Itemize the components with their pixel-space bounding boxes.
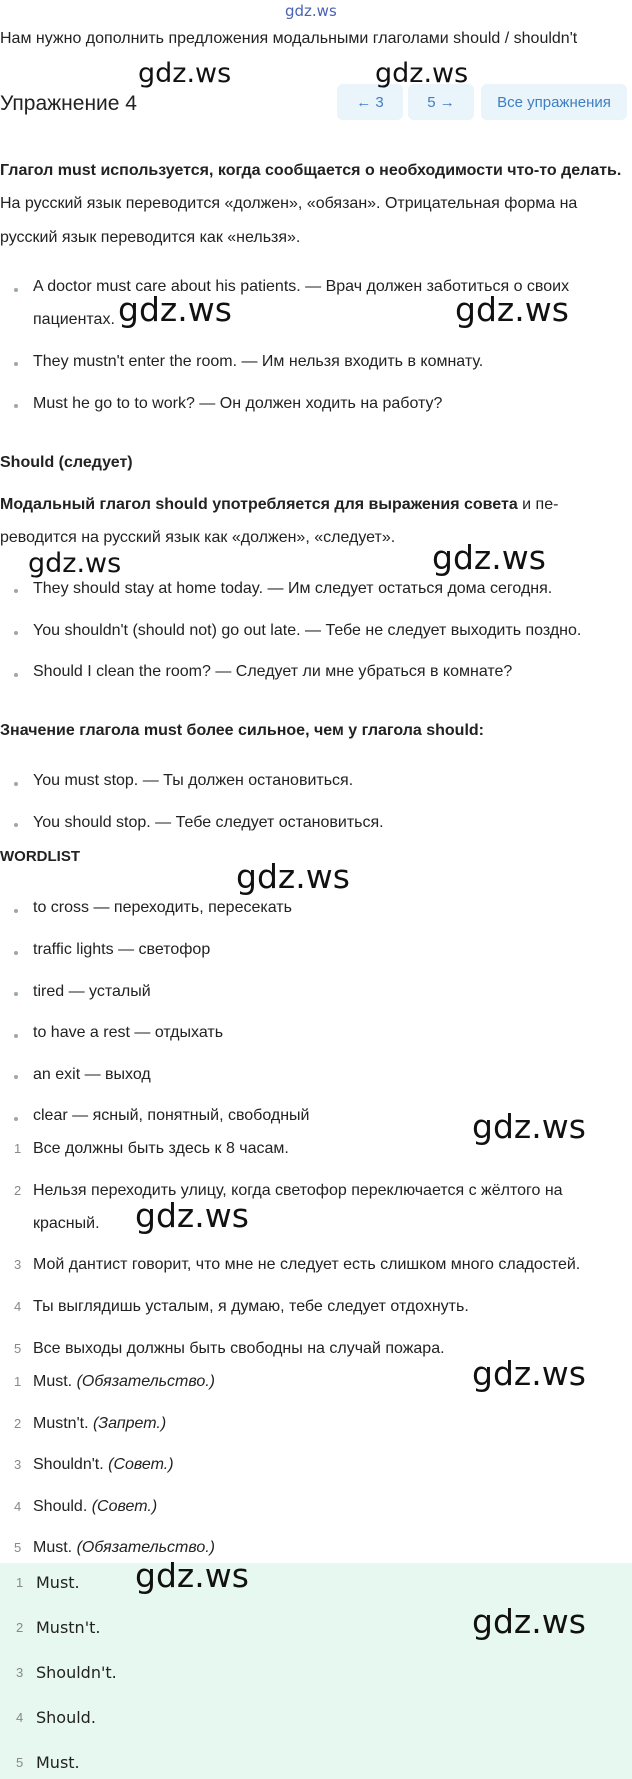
explained-answer-2 [33, 1407, 628, 1440]
watermark: gdz.ws [455, 290, 569, 329]
should-lead [0, 488, 630, 521]
bullet [14, 288, 18, 292]
task-intro: Нам нужно дополнить предложения модальными глаголами should / shouldn't [0, 30, 578, 47]
wordlist-heading: WORDLIST [0, 848, 80, 865]
prev-exercise-button[interactable]: ← 3 [337, 84, 403, 120]
answer-number: 3 [16, 1665, 24, 1680]
answer-number: 4 [16, 1710, 24, 1725]
answer-word: Must. [33, 1539, 73, 1556]
all-exercises-button[interactable]: Все упражнения [481, 84, 627, 120]
answer-5: Must. [36, 1753, 80, 1772]
explained-answer-3 [33, 1448, 628, 1481]
should-lead-bold: Модальный глагол should употребляется для выражения совета [0, 496, 518, 513]
watermark: gdz.ws [375, 58, 469, 89]
watermark: gdz.ws [472, 1354, 586, 1393]
answers-panel [0, 1563, 632, 1779]
should-example-3: Should I clean the room? — Следует ли мне убраться в комнате? [33, 663, 513, 680]
bullet [14, 909, 18, 913]
must-example-1: A doctor must care about his patients. — Врач должен заботиться о своих [33, 278, 570, 295]
answer-note: (Обязательство.) [76, 1539, 216, 1556]
sentence-1: Все должны быть здесь к 8 часам. [33, 1140, 289, 1157]
answer-number: 1 [14, 1374, 22, 1389]
answer-note: (Обязательство.) [76, 1373, 216, 1390]
bullet [14, 782, 18, 786]
must-lead: Глагол must используется, когда сообщается о необходимости что-то делать. [0, 162, 622, 179]
answer-word: Shouldn't. [33, 1456, 104, 1473]
compare-heading: Значение глагола must более сильное, чем у глагола should: [0, 722, 484, 739]
sentence-2: Нельзя переходить улицу, когда светофор переключается с жёлтого на [33, 1182, 563, 1199]
sentence-3: Мой дантист говорит, что мне не следует есть слишком много сладостей. [33, 1256, 581, 1273]
wordlist-item: an exit — выход [33, 1066, 151, 1083]
bullet [14, 951, 18, 955]
bullet [14, 673, 18, 677]
compare-example-1: You must stop. — Ты должен остановиться. [33, 772, 354, 789]
answer-note: (Запрет.) [92, 1415, 167, 1432]
wordlist-item: to cross — переходить, пересекать [33, 899, 292, 916]
bullet [14, 823, 18, 827]
wordlist-item: clear — ясный, понятный, свободный [33, 1107, 310, 1124]
watermark: gdz.ws [135, 1556, 249, 1595]
answer-3: Shouldn't. [36, 1663, 117, 1682]
answer-number: 2 [16, 1620, 24, 1635]
bullet [14, 1117, 18, 1121]
answer-number: 1 [16, 1575, 24, 1590]
answer-word: Mustn't. [33, 1415, 89, 1432]
must-example-2: They mustn't enter the room. — Им нельзя входить в комнату. [33, 353, 484, 370]
answer-word: Must. [33, 1373, 73, 1390]
should-lead-rest: и пе- [517, 496, 559, 513]
answer-number: 5 [14, 1540, 22, 1555]
answer-number: 3 [14, 1457, 22, 1472]
should-line-2: реводится на русский язык как «должен», «следует». [0, 529, 396, 546]
should-example-2: You shouldn't (should not) go out late. — Тебе не следует выходить поздно. [33, 622, 582, 639]
bullet [14, 992, 18, 996]
sentence-number: 5 [14, 1341, 22, 1356]
answer-4: Should. [36, 1708, 96, 1727]
watermark: gdz.ws [472, 1602, 586, 1641]
next-exercise-button[interactable]: 5 → [408, 84, 474, 120]
answer-2: Mustn't. [36, 1618, 101, 1637]
watermark: gdz.ws [135, 1196, 249, 1235]
bullet [14, 1075, 18, 1079]
wordlist-item: tired — усталый [33, 983, 151, 1000]
answer-number: 5 [16, 1755, 24, 1770]
sentence-number: 4 [14, 1299, 22, 1314]
site-logo[interactable]: gdz.ws [285, 2, 337, 20]
watermark: gdz.ws [236, 857, 350, 896]
must-example-3: Must he go to to work? — Он должен ходить на работу? [33, 395, 443, 412]
should-heading: Should (следует) [0, 454, 133, 471]
must-line-2: На русский язык переводится «должен», «обязан». Отрицательная форма на [0, 195, 578, 212]
answer-number: 4 [14, 1499, 22, 1514]
wordlist-item: to have a rest — отдыхать [33, 1024, 224, 1041]
answer-1: Must. [36, 1573, 80, 1592]
watermark: gdz.ws [118, 290, 232, 329]
answer-number: 2 [14, 1416, 22, 1431]
watermark: gdz.ws [472, 1107, 586, 1146]
should-example-1: They should stay at home today. — Им следует остаться дома сегодня. [33, 580, 553, 597]
sentence-number: 3 [14, 1257, 22, 1272]
bullet [14, 631, 18, 635]
exercise-title: Упражнение 4 [0, 92, 137, 115]
wordlist-item: traffic lights — светофор [33, 941, 211, 958]
bullet [14, 404, 18, 408]
sentence-4: Ты выглядишь усталым, я думаю, тебе следует отдохнуть. [33, 1298, 469, 1315]
answer-note: (Совет.) [108, 1456, 174, 1473]
watermark: gdz.ws [28, 548, 122, 579]
must-line-3: русский язык переводится как «нельзя». [0, 229, 301, 246]
explained-answer-5 [33, 1531, 628, 1564]
bullet [14, 589, 18, 593]
sentence-number: 2 [14, 1183, 22, 1198]
watermark: gdz.ws [432, 538, 546, 577]
watermark: gdz.ws [138, 58, 232, 89]
compare-example-2: You should stop. — Тебе следует остановиться. [33, 814, 384, 831]
answer-note: (Совет.) [91, 1498, 158, 1515]
sentence-5: Все выходы должны быть свободны на случай пожара. [33, 1340, 445, 1357]
answer-word: Should. [33, 1498, 88, 1515]
explained-answer-4 [33, 1490, 628, 1523]
bullet [14, 362, 18, 366]
must-example-1-cont: пациентах. [33, 311, 115, 328]
bullet [14, 1034, 18, 1038]
sentence-number: 1 [14, 1141, 22, 1156]
sentence-2-cont: красный. [33, 1215, 100, 1232]
